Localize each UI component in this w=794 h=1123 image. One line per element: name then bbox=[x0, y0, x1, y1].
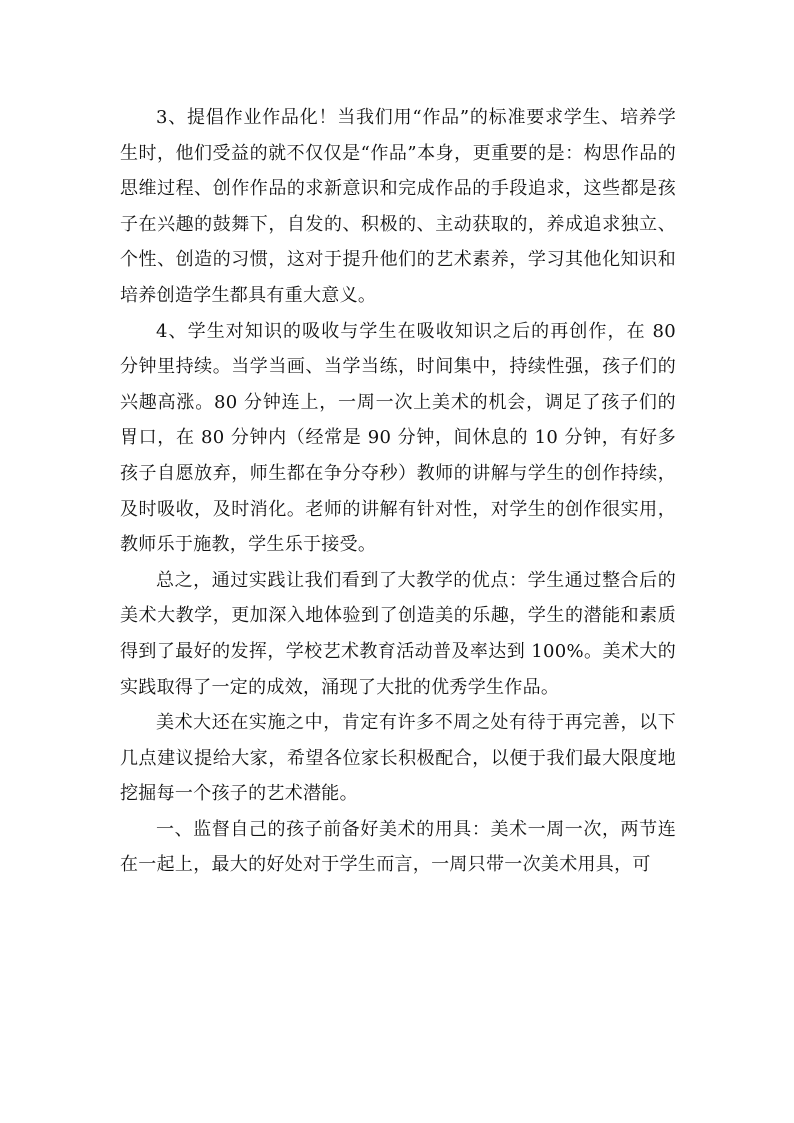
document-body bbox=[120, 100, 676, 883]
paragraph-2: 4、学生对知识的吸收与学生在吸收知识之后的再创作，在 80 分钟里持续。当学当画、当学当练，时间集中，持续性强，孩子们的兴趣高涨。80 分钟连上，一周一次上美术的机会，调足了孩子们的胃口，在 80 分钟内（经常是 90 分钟，间休息的 10 分钟，有好多孩子自愿放弃，师生都在争分夺秒）教师的讲解与学生的创作持续，及时吸收，及时消化。老师的讲解有针对性，对学生的创作很实用，教师乐于施教，学生乐于接受。 bbox=[120, 320, 676, 556]
paragraph-1: 3、提倡作业作品化！当我们用“作品”的标准要求学生、培养学生时，他们受益的就不仅仅是“作品”本身，更重要的是：构思作品的思维过程、创作作品的求新意识和完成作品的手段追求，这些都是孩子在兴趣的鼓舞下，自发的、积极的、主动获取的，养成追求独立、个性、创造的习惯，这对于提升他们的艺术素养，学习其他化知识和培养创造学生都具有重大意义。 bbox=[120, 107, 676, 306]
paragraph-4: 美术大还在实施之中，肯定有许多不周之处有待于再完善，以下几点建议提给大家，希望各位家长积极配合，以便于我们最大限度地挖掘每一个孩子的艺术潜能。 bbox=[120, 712, 676, 805]
paragraph-5: 一、监督自己的孩子前备好美术的用具：美术一周一次，两节连在一起上，最大的好处对于学生而言，一周只带一次美术用具，可 bbox=[120, 818, 676, 876]
paragraph-3: 总之，通过实践让我们看到了大教学的优点：学生通过整合后的美术大教学，更加深入地体验到了创造美的乐趣，学生的潜能和素质得到了最好的发挥，学校艺术教育活动普及率达到 100%。美术大的实践取得了一定的成效，涌现了大批的优秀学生作品。 bbox=[120, 569, 676, 698]
